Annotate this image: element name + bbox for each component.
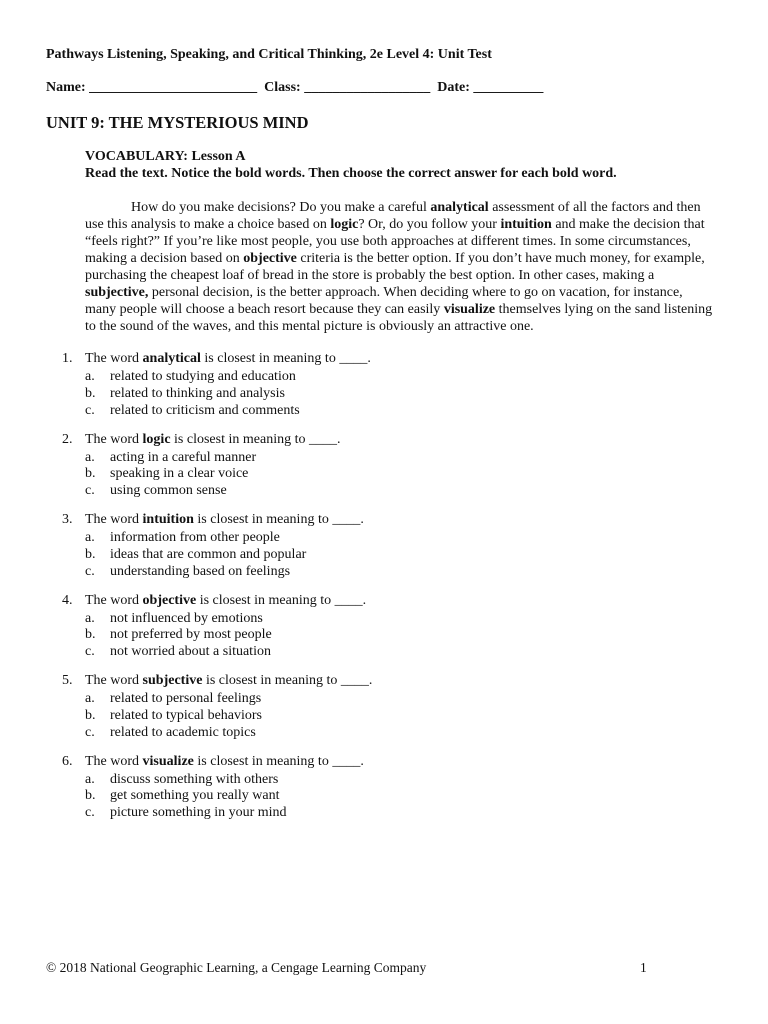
bold-word-objective: objective	[243, 251, 297, 266]
question-number: 1.	[62, 351, 73, 366]
question-number: 5.	[62, 673, 73, 688]
passage-text: assessment of all the factors and then use this analysis to make a choice based on	[85, 200, 701, 232]
question-list	[0, 350, 768, 833]
option-text: ideas that are common and popular	[110, 546, 307, 562]
passage-paragraph	[85, 199, 715, 335]
option-text: related to typical behaviors	[110, 707, 262, 723]
option-letter: a.	[85, 691, 95, 706]
option-text: speaking in a clear voice	[110, 466, 249, 482]
bold-word-subjective: subjective,	[85, 285, 149, 300]
date-label: Date:	[437, 80, 470, 95]
option-text: information from other people	[110, 530, 280, 545]
option-text: acting in a careful manner	[110, 449, 257, 465]
question-stem	[85, 592, 366, 609]
stem-word: intuition	[142, 512, 194, 527]
question-2	[0, 431, 768, 512]
question-5	[0, 672, 768, 753]
stem-prefix: The word	[85, 753, 143, 769]
class-blank: __________________	[304, 80, 431, 95]
option-text: get something you really want	[110, 788, 280, 804]
section-heading: VOCABULARY: Lesson A	[85, 149, 246, 164]
option-text: related to criticism and comments	[110, 402, 300, 418]
option-letter: b.	[85, 466, 96, 482]
stem-prefix: The word	[85, 512, 143, 527]
option-letter: a.	[85, 771, 95, 787]
section-instructions: Read the text. Notice the bold words. Then choose the correct answer for each bold word.	[85, 166, 617, 181]
question-number: 3.	[62, 512, 73, 527]
option-letter: c.	[85, 402, 95, 418]
bold-word-logic: logic	[330, 217, 359, 232]
option-letter: b.	[85, 788, 96, 804]
option-letter: b.	[85, 546, 96, 562]
stem-word: subjective	[142, 673, 203, 688]
passage-text: and make the decision that “feels right?” If you’re like most people, you use both approaches at different times. In some circumstances, making a decision based on	[85, 217, 705, 266]
stem-prefix: The word	[85, 351, 143, 366]
passage-text: ? Or, do you follow your	[358, 217, 501, 232]
stem-prefix: The word	[85, 592, 143, 608]
stem-word: objective	[142, 592, 197, 608]
option-letter: c.	[85, 644, 95, 660]
option-letter: c.	[85, 805, 95, 821]
option-letter: a.	[85, 449, 95, 465]
question-1	[0, 350, 768, 431]
option-text: understanding based on feelings	[110, 563, 291, 579]
question-stem	[85, 753, 364, 770]
passage-text: criteria is the better option. If you don’t have much money, for example, purchasing the cheapest loaf of bread in the store is probably the best option. In other cases, making a	[85, 251, 705, 283]
stem-suffix: is closest in meaning to ____.	[200, 351, 371, 366]
option-text: related to academic topics	[110, 724, 256, 740]
name-label: Name:	[46, 80, 86, 95]
bold-word-intuition: intuition	[500, 217, 552, 232]
unit-title: UNIT 9: THE MYSTERIOUS MIND	[46, 113, 309, 132]
date-blank: __________	[473, 80, 544, 95]
option-text: related to personal feelings	[110, 691, 262, 706]
option-text: not influenced by emotions	[110, 610, 263, 626]
option-letter: a.	[85, 369, 95, 384]
option-text: related to studying and education	[110, 369, 296, 384]
passage-text: themselves lying on the sand listening to the sound of the waves, and this mental picture is obviously an attractive one.	[85, 302, 713, 334]
stem-prefix: The word	[85, 673, 143, 688]
option-text: discuss something with others	[110, 771, 279, 787]
stem-suffix: is closest in meaning to ____.	[196, 592, 367, 608]
question-stem	[85, 431, 340, 448]
stem-suffix: is closest in meaning to ____.	[193, 753, 364, 769]
question-stem	[85, 511, 364, 528]
footer-copyright: © 2018 National Geographic Learning, a Cengage Learning Company	[46, 960, 427, 975]
option-text: related to thinking and analysis	[110, 385, 285, 401]
document-title: Pathways Listening, Speaking, and Critical Thinking, 2e Level 4: Unit Test	[46, 47, 492, 62]
option-letter: c.	[85, 724, 95, 740]
stem-suffix: is closest in meaning to ____.	[193, 512, 364, 527]
passage-text: How do you make decisions? Do you make a careful	[131, 200, 431, 215]
stem-prefix: The word	[85, 431, 143, 447]
option-text: not preferred by most people	[110, 627, 272, 643]
class-label: Class:	[264, 80, 301, 95]
option-text: using common sense	[110, 483, 227, 499]
option-text: picture something in your mind	[110, 805, 287, 821]
page-number: 1	[640, 960, 647, 975]
bold-word-analytical: analytical	[430, 200, 489, 215]
option-letter: a.	[85, 530, 95, 545]
question-3	[0, 511, 768, 592]
question-stem	[85, 350, 371, 367]
reading-passage	[85, 199, 715, 335]
option-letter: b.	[85, 707, 96, 723]
student-info-line	[46, 80, 543, 96]
question-number: 2.	[62, 431, 73, 447]
question-stem	[85, 672, 372, 689]
question-4	[0, 592, 768, 673]
passage-text: personal decision, is the better approach. When deciding where to go on vacation, for instance, many people will choose a beach resort because they can easily	[85, 285, 683, 317]
option-letter: a.	[85, 610, 95, 626]
stem-suffix: is closest in meaning to ____.	[202, 673, 373, 688]
option-letter: b.	[85, 385, 96, 401]
stem-word: logic	[142, 431, 171, 447]
option-letter: b.	[85, 627, 96, 643]
question-number: 6.	[62, 753, 73, 769]
stem-suffix: is closest in meaning to ____.	[170, 431, 341, 447]
stem-word: visualize	[142, 753, 194, 769]
bold-word-visualize: visualize	[443, 302, 496, 317]
stem-word: analytical	[142, 351, 201, 366]
question-number: 4.	[62, 592, 73, 608]
question-6	[0, 753, 768, 834]
option-letter: c.	[85, 563, 95, 579]
option-letter: c.	[85, 483, 95, 499]
name-blank: ________________________	[89, 80, 258, 95]
option-text: not worried about a situation	[110, 644, 271, 660]
